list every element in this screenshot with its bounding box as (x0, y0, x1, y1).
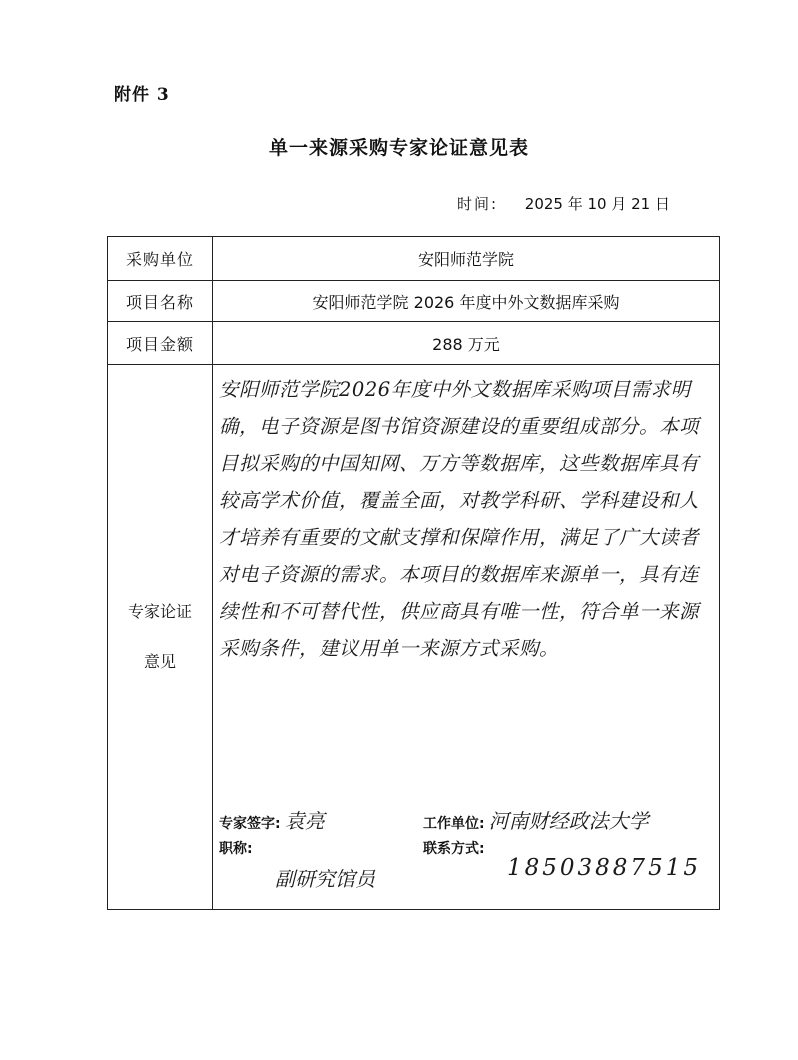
purchaser-label: 采购单位 (108, 237, 213, 281)
amount-label: 项目金额 (108, 322, 213, 365)
table-row (108, 322, 720, 365)
opinion-form-table (107, 236, 720, 910)
date-label: 时间: (456, 195, 499, 213)
opinion-label-line1: 专家论证 (127, 602, 192, 621)
handwritten-opinion: 安阳师范学院2026年度中外文数据库采购项目需求明确，电子资源是图书馆资源建设的重要组成部分。本项目拟采购的中国知网、万方等数据库，这些数据库具有较高学术价值，覆盖全面，对教学科研、学科建设和人才培养有重要的文献支撑和保障作用，满足了广大读者对电子资源的需求。本项目的数据库来源单一，具有连续性和不可替代性，供应商具有唯一性，符合单一来源采购条件，建议用单一来源方式采购。 (219, 378, 700, 660)
project-name-value: 安阳师范学院 2026 年度中外文数据库采购 (213, 281, 720, 322)
project-name-label: 项目名称 (108, 281, 213, 322)
contact-value-row (493, 855, 701, 881)
attachment-label: 附件 3 (114, 85, 170, 105)
expert-label: 专家签字: (219, 816, 281, 832)
opinion-label-line2: 意见 (143, 652, 176, 671)
workplace-value: 河南财经政法大学 (488, 809, 649, 833)
title-value-row (271, 863, 375, 892)
opinion-label (108, 365, 213, 910)
contact-row (423, 838, 485, 858)
title-value: 副研究馆员 (275, 867, 375, 891)
date-value: 2025 年 10 月 21 日 (524, 195, 670, 213)
table-row (108, 365, 720, 910)
title-row (219, 838, 253, 858)
table-row (108, 281, 720, 322)
workplace-row (423, 805, 649, 834)
contact-label: 联系方式: (423, 841, 485, 857)
contact-value: 18503887515 (507, 855, 701, 881)
amount-value: 288 万元 (213, 322, 720, 365)
opinion-cell (213, 365, 720, 910)
date-line (457, 193, 670, 214)
workplace-label: 工作单位: (423, 816, 485, 832)
expert-name: 袁亮 (284, 809, 325, 833)
table-row (108, 237, 720, 281)
document-title: 单一来源采购专家论证意见表 (268, 137, 529, 159)
expert-signature-row (219, 805, 325, 834)
purchaser-value: 安阳师范学院 (213, 237, 720, 281)
title-label: 职称: (219, 841, 253, 857)
